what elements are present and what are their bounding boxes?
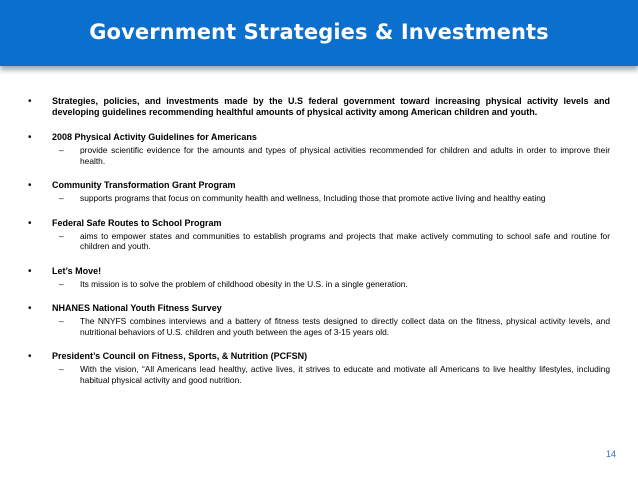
bullet-icon: • [28,303,32,314]
item-subpoint [52,231,610,252]
bullet-icon: • [28,351,32,362]
item-heading: Let’s Move! [52,265,102,276]
item-heading: President’s Council on Fitness, Sports, & Nutrition (PCFSN) [52,351,308,361]
dash-icon: – [59,145,64,155]
item-subpoint [52,364,610,385]
dash-icon: – [59,278,64,289]
list-item [28,303,610,337]
item-heading: 2008 Physical Activity Guidelines for Americans [52,132,257,142]
title-bar [0,0,638,66]
list-item [28,218,610,252]
bullet-list [28,96,610,399]
bullet-icon: • [28,265,32,277]
subpoint-text: supports programs that focus on community health and wellness, Including those that promote active living and healthy eating [80,193,546,203]
dash-icon: – [59,316,64,326]
dash-icon: – [59,193,64,203]
item-heading: Community Transformation Grant Program [52,180,236,190]
list-item [28,96,610,118]
list-item [28,132,610,166]
item-subpoint [52,279,610,290]
dash-icon: – [59,364,64,374]
item-subpoint [52,145,610,166]
list-item [28,351,610,385]
item-heading: Strategies, policies, and investments made by the U.S federal government toward increasing physical activity levels and developing guidelines recommending healthful amounts of physical activity among American children and youth. [52,96,610,117]
bullet-icon: • [28,132,32,143]
dash-icon: – [59,230,64,241]
subpoint-text: Its mission is to solve the problem of childhood obesity in the U.S. in a single generation. [80,278,408,289]
list-item [28,266,610,290]
bullet-icon: • [28,180,32,191]
item-subpoint [52,316,610,337]
subpoint-text: With the vision, “All Americans lead healthy, active lives, it strives to educate and motivate all Americans to live healthy lifestyles, including habitual physical activity and good nutrition. [80,364,610,385]
item-heading: NHANES National Youth Fitness Survey [52,303,222,313]
bullet-icon: • [28,96,32,107]
item-heading: Federal Safe Routes to School Program [52,217,222,228]
subpoint-text: The NNYFS combines interviews and a battery of fitness tests designed to directly collect data on the fitness, physical activity levels, and nutritional behaviors of U.S. children and youth between the ages of 3-15 years old. [80,316,610,337]
item-subpoint [52,193,610,204]
page-number: 14 [605,449,616,459]
list-item [28,180,610,204]
subpoint-text: provide scientific evidence for the amounts and types of physical activities recommended for children and adults in order to improve their health. [80,145,610,166]
bullet-icon: • [28,217,32,229]
slide-title: Government Strategies & Investments [89,20,549,44]
subpoint-text: aims to empower states and communities to establish programs and projects that make actively commuting to school safe and routine for children and youth. [80,230,610,251]
